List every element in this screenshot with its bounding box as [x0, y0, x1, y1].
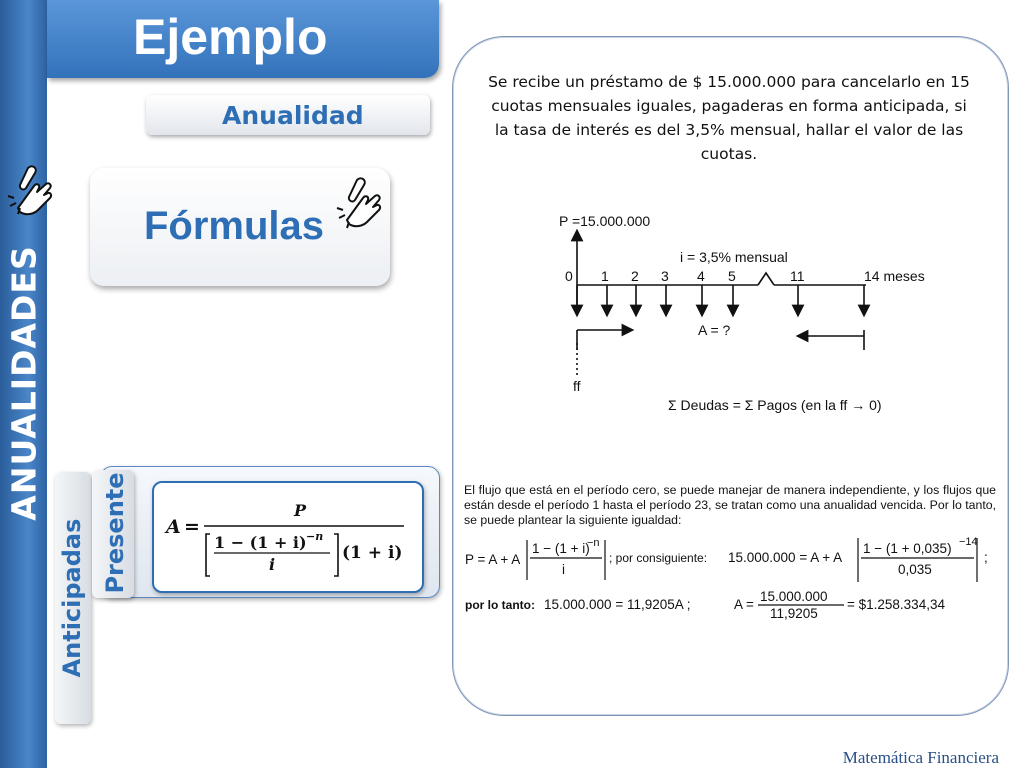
eq2-end: ; — [984, 550, 988, 565]
formula-a: A — [166, 516, 181, 538]
period-14: 14 meses — [864, 268, 925, 284]
result-right: = $1.258.334,34 — [847, 597, 945, 612]
equations — [462, 532, 1002, 632]
line2-equation: 15.000.000 = 11,9205A ; — [544, 597, 691, 612]
title-banner — [47, 0, 439, 78]
tab-anticipadas-label: Anticipadas — [58, 518, 86, 678]
eq2-exp: −14 — [959, 536, 978, 548]
subtitle-box — [146, 95, 430, 135]
pointing-hand-icon — [333, 172, 383, 232]
formula-equals: = — [184, 516, 200, 538]
formula-numerator: P — [293, 501, 307, 520]
tab-presente-label: Presente — [101, 472, 129, 594]
formula-inner-denominator: i — [268, 555, 276, 574]
eq2-left: 15.000.000 = A + A — [728, 550, 843, 565]
eq1-frac-num: 1 − (1 + i) — [532, 541, 590, 556]
result-denominator: 11,9205 — [770, 606, 818, 621]
eq2-frac-den: 0,035 — [898, 562, 932, 577]
footer-course-name: Matemática Financiera — [842, 748, 999, 767]
sidebar-title: ANUALIDADES — [4, 245, 44, 521]
page-title: Ejemplo — [133, 9, 328, 65]
formula-inner-numerator: 1 − (1 + i) — [214, 533, 307, 552]
period-3: 3 — [661, 268, 669, 284]
eq1-left: P = A + A — [465, 552, 521, 567]
annuity-formula — [154, 483, 422, 591]
period-1: 1 — [601, 268, 609, 284]
eq1-exp: −n — [587, 537, 600, 549]
line2-label: por lo tanto: — [465, 598, 535, 612]
period-4: 4 — [697, 268, 705, 284]
payment-label: A = ? — [698, 322, 731, 338]
eq2-frac-num: 1 − (1 + 0,035) — [863, 541, 952, 556]
eq1-frac-den: i — [562, 562, 565, 577]
period-11: 11 — [790, 268, 805, 284]
formula-factor: (1 + i) — [342, 543, 403, 563]
cash-flow-diagram — [540, 205, 960, 415]
period-0: 0 — [565, 268, 573, 284]
period-2: 2 — [631, 268, 639, 284]
eq1-mid: ; por consiguiente: — [609, 551, 708, 565]
explanation-text: El flujo que está en el período cero, se puede manejar de manera independiente, y los flujos que están desde el período 1 hasta el período 23, se tratan como una anualidad vencida. Por lo tanto, se puede plantear la siguiente igualdad: — [464, 483, 996, 527]
formula-box — [152, 481, 424, 593]
problem-statement: Se recibe un préstamo de $ 15.000.000 para cancelarlo en 15 cuotas mensuales iguales, pagaderas en forma anticipada, si la tasa de interés es del 3,5% mensual, hallar el valor de las cuotas. — [488, 73, 970, 163]
present-value-label: P =15.000.000 — [559, 213, 651, 229]
formula-exponent: −n — [306, 530, 324, 543]
result-numerator: 15.000.000 — [760, 589, 828, 604]
rate-label: i = 3,5% mensual — [680, 249, 788, 265]
result-left: A = — [734, 597, 754, 612]
pointing-hand-icon — [4, 162, 54, 218]
focal-date-label: ff — [573, 378, 581, 394]
formulas-label: Fórmulas — [144, 204, 325, 248]
equation-label: Σ Deudas = Σ Pagos (en la ff → 0) — [668, 397, 882, 413]
subtitle-label: Anualidad — [222, 101, 364, 130]
period-5: 5 — [728, 268, 736, 284]
